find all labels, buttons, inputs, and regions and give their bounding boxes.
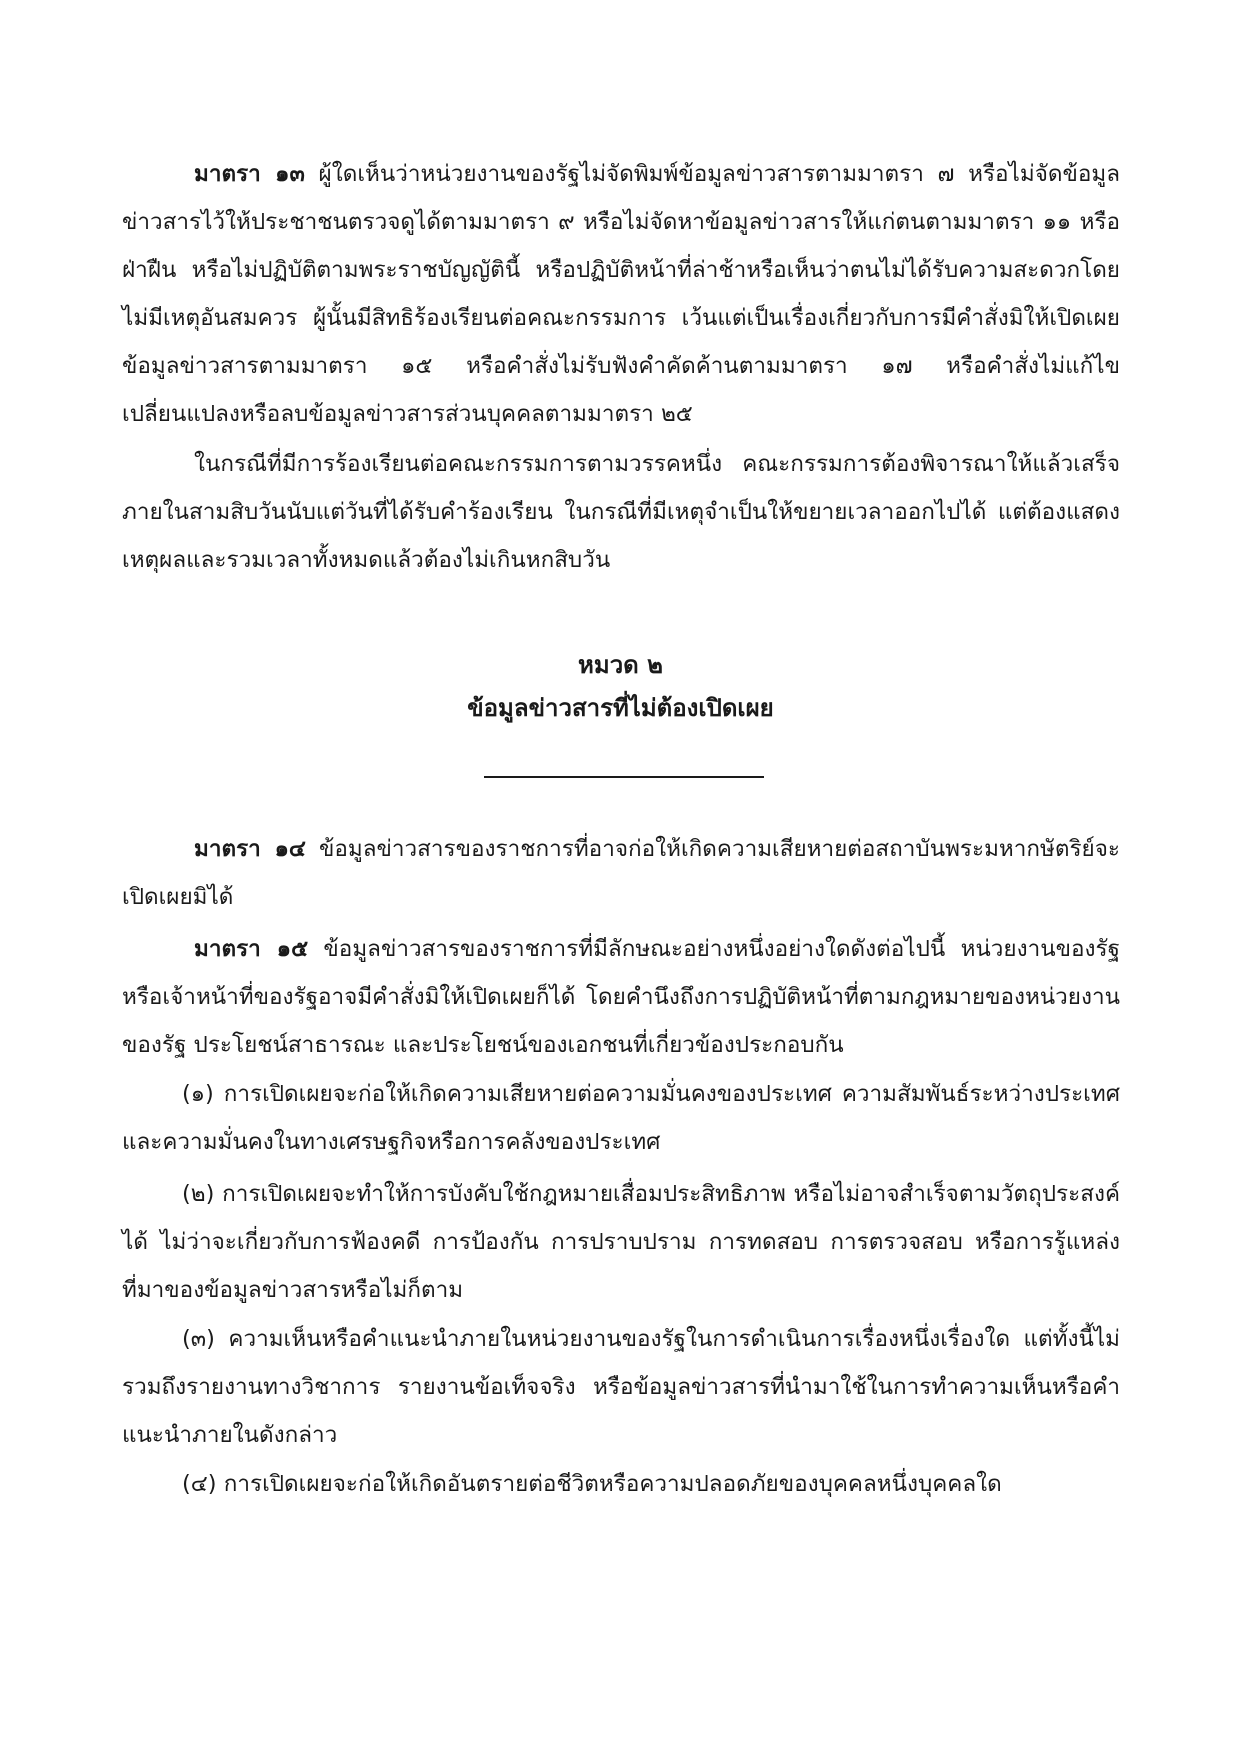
section-13-paragraph	[122, 150, 1120, 438]
section-15-label: มาตรา ๑๕	[194, 936, 309, 962]
section-15-text: ข้อมูลข่าวสารของราชการที่มีลักษณะอย่างหนึ่งอย่างใดดังต่อไปนี้ หน่วยงานของรัฐหรือเจ้าหน้าที่ของรัฐอาจมีคำสั่งมิให้เปิดเผยก็ได้ โดยคำนึงถึงการปฏิบัติหน้าที่ตามกฎหมายของหน่วยงานของรัฐ ประโยชน์สาธารณะ และประโยชน์ของเอกชนที่เกี่ยวข้องประกอบกัน	[122, 936, 1120, 1058]
section-15-item-3: (๓) ความเห็นหรือคำแนะนำภายในหน่วยงานของรัฐในการดำเนินการเรื่องหนึ่งเรื่องใด แต่ทั้งนี้ไม่รวมถึงรายงานทางวิชาการ รายงานข้อเท็จจริง หรือข้อมูลข่าวสารที่นำมาใช้ในการทำความเห็นหรือคำแนะนำภายในดังกล่าว	[122, 1326, 1120, 1448]
section-15-item-2: (๒) การเปิดเผยจะทำให้การบังคับใช้กฎหมายเสื่อมประสิทธิภาพ หรือไม่อาจสำเร็จตามวัตถุประสงค์ได้ ไม่ว่าจะเกี่ยวกับการฟ้องคดี การป้องกัน การปราบปราม การทดสอบ การตรวจสอบ หรือการรู้แหล่งที่มาของข้อมูลข่าวสารหรือไม่ก็ตาม	[122, 1181, 1120, 1303]
section-14-paragraph	[122, 825, 1120, 921]
chapter-divider	[484, 776, 764, 778]
section-14-label: มาตรา ๑๔	[194, 836, 306, 862]
chapter-number: หมวด ๒	[578, 651, 663, 679]
section-13-text: ผู้ใดเห็นว่าหน่วยงานของรัฐไม่จัดพิมพ์ข้อมูลข่าวสารตามมาตรา ๗ หรือไม่จัดข้อมูลข่าวสารไว้ให้ประชาชนตรวจดูได้ตามมาตรา ๙ หรือไม่จัดหาข้อมูลข่าวสารให้แก่ตนตามมาตรา ๑๑ หรือฝ่าฝืน หรือไม่ปฏิบัติตามพระราชบัญญัตินี้ หรือปฏิบัติหน้าที่ล่าช้าหรือเห็นว่าตนไม่ได้รับความสะดวกโดยไม่มีเหตุอันสมควร ผู้นั้นมีสิทธิร้องเรียนต่อคณะกรรมการ เว้นแต่เป็นเรื่องเกี่ยวกับการมีคำสั่งมิให้เปิดเผยข้อมูลข่าวสารตามมาตรา ๑๕ หรือคำสั่งไม่รับฟังคำคัดค้านตามมาตรา ๑๗ หรือคำสั่งไม่แก้ไขเปลี่ยนแปลงหรือลบข้อมูลข่าวสารส่วนบุคคลตามมาตรา ๒๕	[122, 161, 1121, 427]
chapter-title: ข้อมูลข่าวสารที่ไม่ต้องเปิดเผย	[467, 694, 774, 722]
section-14-text: ข้อมูลข่าวสารของราชการที่อาจก่อให้เกิดความเสียหายต่อสถาบันพระมหากษัตริย์จะเปิดเผยมิได้	[122, 836, 1120, 910]
section-15-item-4: (๔) การเปิดเผยจะก่อให้เกิดอันตรายต่อชีวิตหรือความปลอดภัยของบุคคลหนึ่งบุคคลใด	[182, 1471, 1002, 1497]
section-15-item-1: (๑) การเปิดเผยจะก่อให้เกิดความเสียหายต่อความมั่นคงของประเทศ ความสัมพันธ์ระหว่างประเทศ และความมั่นคงในทางเศรษฐกิจหรือการคลังของประเทศ	[122, 1081, 1120, 1155]
section-13-label: มาตรา ๑๓	[194, 161, 305, 187]
section-15-paragraph	[122, 925, 1120, 1069]
section-13-paragraph-2: ในกรณีที่มีการร้องเรียนต่อคณะกรรมการตามวรรคหนึ่ง คณะกรรมการต้องพิจารณาให้แล้วเสร็จภายในสามสิบวันนับแต่วันที่ได้รับคำร้องเรียน ในกรณีที่มีเหตุจำเป็นให้ขยายเวลาออกไปได้ แต่ต้องแสดงเหตุผลและรวมเวลาทั้งหมดแล้วต้องไม่เกินหกสิบวัน	[122, 451, 1120, 573]
